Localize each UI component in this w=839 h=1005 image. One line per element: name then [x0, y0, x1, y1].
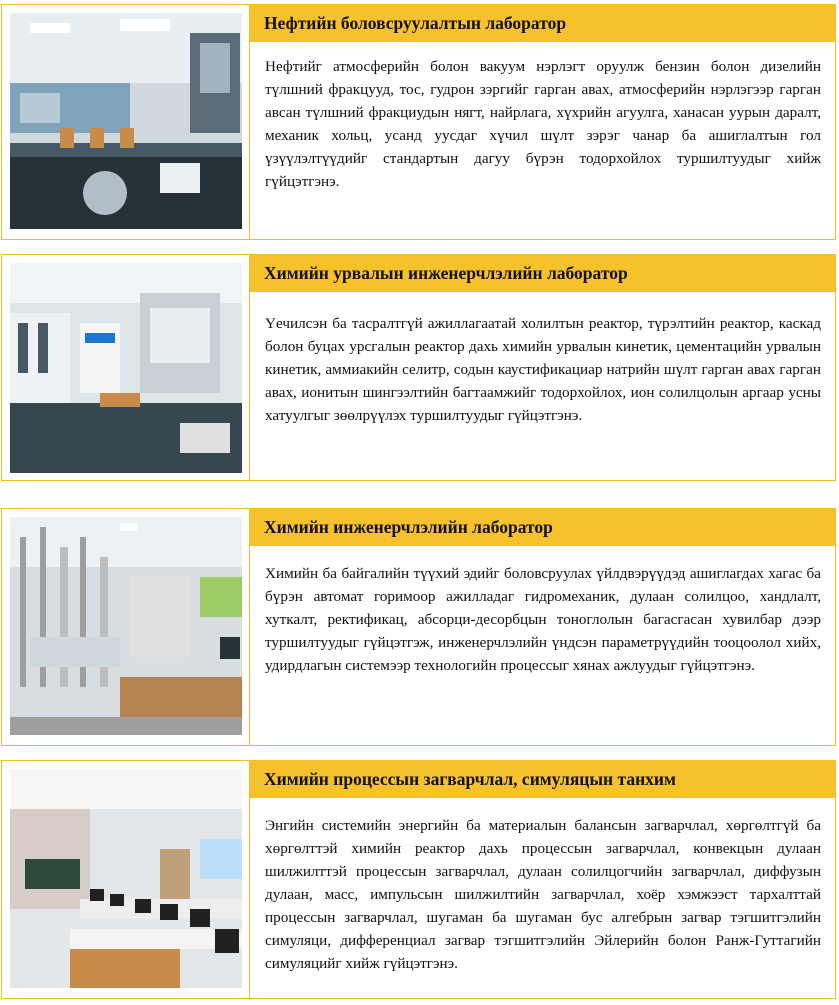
- section-title: Химийн процессын загварчлал, симуляцын танхим: [250, 761, 835, 798]
- section-reaction-engineering-lab: [1, 254, 836, 481]
- reactor-lab-photo: [2, 255, 250, 480]
- laboratory-photo: [2, 5, 250, 239]
- computer-classroom-photo: [2, 761, 250, 998]
- engineering-lab-photo: [2, 509, 250, 745]
- section-body: Химийн ба байгалийн түүхий эдийг боловсруулах үйлдвэрүүдэд ашиглагдах хагас ба бүрэн автомат горимоор ажилладаг гидромеханик, дулаан солилцоо, хандлалт, хуткалт, ректификац, абсорци-десорбцын тоноглолын багасгасан хувилбар дээр туршилтуудыг гүйцэтгэж, инженерчлэлийн үндсэн параметрүүдийн тооцоолол хийх, удирдлагын системээр технологийн процессыг хянах ажлуудыг гүйцэтгэнэ.: [265, 565, 821, 674]
- section-title: Нефтийн боловсруулалтын лаборатор: [250, 5, 835, 42]
- section-title: Химийн урвалын инженерчлэлийн лаборатор: [250, 255, 835, 292]
- section-title: Химийн инженерчлэлийн лаборатор: [250, 509, 835, 546]
- section-process-modeling-room: [1, 760, 836, 999]
- section-body: Үечилсэн ба тасралтгүй ажиллагаатай холилтын реактор, түрэлтийн реактор, каскад болон буцах урсгалын реактор дахь химийн урвалын кинетик, цементацийн урвалын кинетик, аммиакийн селитр, содын каустификациар натрийн шүлт гарган авах гарган авах, ионитын шингээлтийн багтаамжийг тодорхойлох, ион солилцолын аргаар усны хатуулгыг зөөлрүүлэх туршилтуудыг гүйцэтгэнэ.: [265, 315, 821, 424]
- section-body: Нефтийг атмосферийн болон вакуум нэрлэгт оруулж бензин болон дизелийн түлшний фракцууд, тос, гудрон зэргийг гарган авах, атмосферийн нэрлэгээр гарган авсан түлшний фракциудын нягт, найрлага, хүхрийн агуулга, ханасан уурын даралт, механик хольц, усанд уусдаг хүчил шүлт зэрэг чанар ба ашиглалтын гол үзүүлэлтүүдийг стандартын дагуу бүрэн тодорхойлох туршилтуудыг хийж гүйцэтгэнэ.: [265, 58, 821, 190]
- section-chemical-engineering-lab: [1, 508, 836, 746]
- section-body: Энгийн системийн энергийн ба материалын балансын загварчлал, хөргөлтгүй ба хөргөлттэй химийн реактор дахь процессын загварчлал, конвекцын дулаан шилжилттэй процессын загварчлал, дулаан солилцогчийн загварчлал, диффузын дулаан, масс, импульсын шилжилтийн загварчлал, хоёр хэмжээст тархалттай процессын загварчлал, шугаман ба шугаман бус алгебрын загвар тэгшитгэлийн симуляци, дифференциал загвар тэгшитгэлийн Эйлерийн болон Ранж-Гуттагийн симуляцийг хийж гүйцэтгэнэ.: [265, 817, 821, 972]
- section-petroleum-lab: [1, 4, 836, 240]
